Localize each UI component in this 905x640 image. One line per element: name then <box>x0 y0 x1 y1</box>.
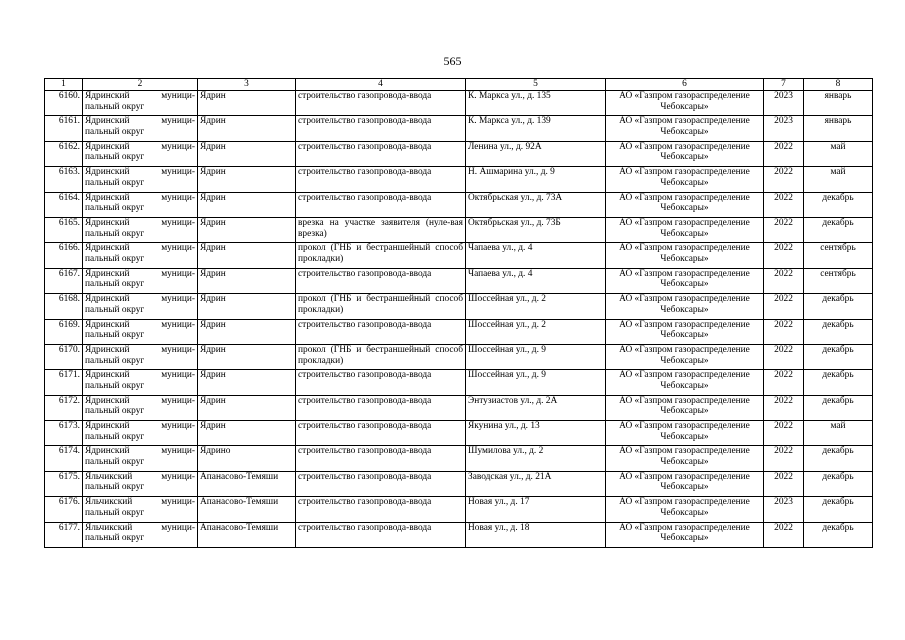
month-cell: декабрь <box>804 497 873 522</box>
organization-line-2: Чебоксары» <box>660 533 709 544</box>
organization-cell <box>606 446 764 471</box>
organization-line-1: АО «Газпром газораспределение <box>619 319 750 330</box>
district-word-rest: пальный округ <box>85 228 145 239</box>
locality-cell: Ядрин <box>198 167 296 192</box>
organization-cell <box>606 141 764 166</box>
organization-cell <box>606 319 764 344</box>
table-row <box>45 116 873 141</box>
address-cell: Шоссейная ул., д. 2 <box>466 294 606 319</box>
address-cell: Н. Ашмарина ул., д. 9 <box>466 167 606 192</box>
year-cell: 2022 <box>764 243 804 268</box>
address-cell: Октябрьская ул., д. 73А <box>466 192 606 217</box>
organization-cell <box>606 243 764 268</box>
district-cell <box>83 446 198 471</box>
organization-line-1: АО «Газпром газораспределение <box>619 421 750 432</box>
locality-cell: Ядрин <box>198 268 296 293</box>
organization-line-1: АО «Газпром газораспределение <box>619 446 750 457</box>
month-cell: декабрь <box>804 319 873 344</box>
work-type-cell: строительство газопровода-ввода <box>296 522 466 547</box>
organization-line-2: Чебоксары» <box>660 101 709 112</box>
column-header: 4 <box>296 79 466 91</box>
row-number: 6172. <box>45 395 83 420</box>
organization-cell <box>606 91 764 116</box>
work-type-cell: прокол (ГНБ и бестраншейный способ прокладки) <box>296 294 466 319</box>
organization-line-2: Чебоксары» <box>660 406 709 417</box>
locality-cell: Ядрин <box>198 395 296 420</box>
district-name: Ядринский <box>85 217 130 228</box>
table-row <box>45 446 873 471</box>
address-cell: Шоссейная ул., д. 2 <box>466 319 606 344</box>
address-cell: Якунина ул., д. 13 <box>466 421 606 446</box>
district-name: Ядринский <box>85 446 130 457</box>
year-cell: 2022 <box>764 344 804 369</box>
table-row <box>45 497 873 522</box>
district-word-part: муници- <box>161 471 195 482</box>
address-cell: Чапаева ул., д. 4 <box>466 243 606 268</box>
table-row <box>45 294 873 319</box>
organization-line-2: Чебоксары» <box>660 253 709 264</box>
district-name: Ядринский <box>85 91 130 101</box>
work-type-cell: врезка на участке заявителя (нуле-вая врезка) <box>296 217 466 242</box>
month-cell: декабрь <box>804 522 873 547</box>
month-cell: декабрь <box>804 217 873 242</box>
organization-line-1: АО «Газпром газораспределение <box>619 370 750 381</box>
address-cell: Шоссейная ул., д. 9 <box>466 370 606 395</box>
district-name: Ядринский <box>85 344 130 355</box>
table-row <box>45 192 873 217</box>
month-cell: май <box>804 421 873 446</box>
district-cell <box>83 167 198 192</box>
district-name: Яльчикский <box>85 471 133 482</box>
page-number: 565 <box>443 54 462 68</box>
organization-line-2: Чебоксары» <box>660 177 709 188</box>
year-cell: 2023 <box>764 497 804 522</box>
district-word-rest: пальный округ <box>85 507 145 518</box>
locality-cell: Ядрин <box>198 319 296 344</box>
table-row <box>45 141 873 166</box>
organization-line-1: АО «Газпром газораспределение <box>619 141 750 152</box>
organization-cell <box>606 294 764 319</box>
column-header: 6 <box>606 79 764 91</box>
organization-cell <box>606 217 764 242</box>
district-cell <box>83 370 198 395</box>
address-cell: К. Маркса ул., д. 139 <box>466 116 606 141</box>
district-word-rest: пальный округ <box>85 253 145 264</box>
organization-line-2: Чебоксары» <box>660 380 709 391</box>
address-cell: Энтузиастов ул., д. 2А <box>466 395 606 420</box>
district-word-rest: пальный округ <box>85 533 145 544</box>
table-row <box>45 395 873 420</box>
district-name: Ядринский <box>85 370 130 381</box>
address-cell: Новая ул., д. 18 <box>466 522 606 547</box>
district-cell <box>83 91 198 116</box>
month-cell: январь <box>804 116 873 141</box>
organization-cell <box>606 268 764 293</box>
district-name: Ядринский <box>85 192 130 203</box>
locality-cell: Ядрин <box>198 294 296 319</box>
locality-cell: Апанасово-Темяши <box>198 497 296 522</box>
locality-cell: Ядрин <box>198 116 296 141</box>
district-word-part: муници- <box>161 395 195 406</box>
year-cell: 2022 <box>764 421 804 446</box>
year-cell: 2022 <box>764 167 804 192</box>
table-row <box>45 421 873 446</box>
organization-line-1: АО «Газпром газораспределение <box>619 116 750 127</box>
district-cell <box>83 319 198 344</box>
organization-line-1: АО «Газпром газораспределение <box>619 471 750 482</box>
district-word-rest: пальный округ <box>85 126 145 137</box>
table-row <box>45 471 873 496</box>
organization-line-2: Чебоксары» <box>660 279 709 290</box>
address-cell: Заводская ул., д. 21А <box>466 471 606 496</box>
table-row <box>45 243 873 268</box>
row-number: 6176. <box>45 497 83 522</box>
district-name: Ядринский <box>85 421 130 432</box>
year-cell: 2022 <box>764 370 804 395</box>
row-number: 6162. <box>45 141 83 166</box>
organization-line-2: Чебоксары» <box>660 431 709 442</box>
district-cell <box>83 522 198 547</box>
locality-cell: Ядрин <box>198 421 296 446</box>
organization-line-2: Чебоксары» <box>660 330 709 341</box>
organization-line-2: Чебоксары» <box>660 355 709 366</box>
address-cell: Шумилова ул., д. 2 <box>466 446 606 471</box>
column-header: 3 <box>198 79 296 91</box>
organization-cell <box>606 395 764 420</box>
organization-line-1: АО «Газпром газораспределение <box>619 294 750 305</box>
district-word-rest: пальный округ <box>85 457 145 468</box>
district-word-part: муници- <box>161 294 195 305</box>
row-number: 6163. <box>45 167 83 192</box>
year-cell: 2022 <box>764 192 804 217</box>
district-word-part: муници- <box>161 167 195 178</box>
column-header: 1 <box>45 79 83 91</box>
column-number-row <box>45 79 873 91</box>
organization-line-2: Чебоксары» <box>660 228 709 239</box>
district-name: Ядринский <box>85 116 130 127</box>
work-type-cell: прокол (ГНБ и бестраншейный способ прокладки) <box>296 344 466 369</box>
organization-line-2: Чебоксары» <box>660 507 709 518</box>
district-word-part: муници- <box>161 268 195 279</box>
month-cell: май <box>804 141 873 166</box>
organization-cell <box>606 116 764 141</box>
address-cell: К. Маркса ул., д. 135 <box>466 91 606 116</box>
work-type-cell: строительство газопровода-ввода <box>296 395 466 420</box>
organization-line-1: АО «Газпром газораспределение <box>619 243 750 254</box>
locality-cell: Ядрин <box>198 141 296 166</box>
month-cell: декабрь <box>804 192 873 217</box>
address-cell: Октябрьская ул., д. 73Б <box>466 217 606 242</box>
row-number: 6173. <box>45 421 83 446</box>
table-row <box>45 319 873 344</box>
district-name: Ядринский <box>85 319 130 330</box>
month-cell: декабрь <box>804 395 873 420</box>
organization-line-1: АО «Газпром газораспределение <box>619 91 750 101</box>
district-cell <box>83 217 198 242</box>
district-word-part: муници- <box>161 522 195 533</box>
district-word-part: муници- <box>161 344 195 355</box>
organization-line-1: АО «Газпром газораспределение <box>619 344 750 355</box>
gas-connection-table <box>44 78 873 548</box>
table-row <box>45 370 873 395</box>
district-word-part: муници- <box>161 446 195 457</box>
district-word-part: муници- <box>161 141 195 152</box>
month-cell: декабрь <box>804 294 873 319</box>
locality-cell: Ядрин <box>198 344 296 369</box>
locality-cell: Ядрин <box>198 370 296 395</box>
district-word-rest: пальный округ <box>85 330 145 341</box>
work-type-cell: строительство газопровода-ввода <box>296 167 466 192</box>
address-cell: Новая ул., д. 17 <box>466 497 606 522</box>
organization-line-1: АО «Газпром газораспределение <box>619 217 750 228</box>
year-cell: 2022 <box>764 319 804 344</box>
organization-cell <box>606 192 764 217</box>
locality-cell: Ядрин <box>198 192 296 217</box>
row-number: 6165. <box>45 217 83 242</box>
work-type-cell: строительство газопровода-ввода <box>296 497 466 522</box>
district-cell <box>83 268 198 293</box>
table-row <box>45 522 873 547</box>
district-word-rest: пальный округ <box>85 380 145 391</box>
district-word-part: муници- <box>161 116 195 127</box>
work-type-cell: строительство газопровода-ввода <box>296 421 466 446</box>
district-name: Ядринский <box>85 294 130 305</box>
organization-line-1: АО «Газпром газораспределение <box>619 268 750 279</box>
work-type-cell: строительство газопровода-ввода <box>296 446 466 471</box>
organization-line-2: Чебоксары» <box>660 126 709 137</box>
district-word-rest: пальный округ <box>85 355 145 366</box>
year-cell: 2022 <box>764 268 804 293</box>
district-word-part: муници- <box>161 91 195 101</box>
organization-line-2: Чебоксары» <box>660 152 709 163</box>
locality-cell: Ядрино <box>198 446 296 471</box>
district-name: Ядринский <box>85 167 130 178</box>
row-number: 6167. <box>45 268 83 293</box>
district-cell <box>83 421 198 446</box>
table-row <box>45 344 873 369</box>
locality-cell: Ядрин <box>198 217 296 242</box>
district-cell <box>83 294 198 319</box>
district-name: Ядринский <box>85 268 130 279</box>
row-number: 6171. <box>45 370 83 395</box>
column-header: 7 <box>764 79 804 91</box>
locality-cell: Ядрин <box>198 243 296 268</box>
locality-cell: Ядрин <box>198 91 296 116</box>
district-name: Яльчикский <box>85 522 133 533</box>
work-type-cell: строительство газопровода-ввода <box>296 116 466 141</box>
address-cell: Чапаева ул., д. 4 <box>466 268 606 293</box>
year-cell: 2023 <box>764 116 804 141</box>
work-type-cell: строительство газопровода-ввода <box>296 141 466 166</box>
year-cell: 2022 <box>764 395 804 420</box>
table-row <box>45 217 873 242</box>
row-number: 6170. <box>45 344 83 369</box>
organization-line-1: АО «Газпром газораспределение <box>619 497 750 508</box>
locality-cell: Апанасово-Темяши <box>198 471 296 496</box>
work-type-cell: строительство газопровода-ввода <box>296 192 466 217</box>
year-cell: 2022 <box>764 446 804 471</box>
work-type-cell: строительство газопровода-ввода <box>296 471 466 496</box>
district-name: Яльчикский <box>85 497 133 508</box>
row-number: 6177. <box>45 522 83 547</box>
district-word-part: муници- <box>161 421 195 432</box>
district-word-part: муници- <box>161 192 195 203</box>
work-type-cell: строительство газопровода-ввода <box>296 319 466 344</box>
work-type-cell: строительство газопровода-ввода <box>296 91 466 116</box>
organization-line-2: Чебоксары» <box>660 304 709 315</box>
work-type-cell: строительство газопровода-ввода <box>296 268 466 293</box>
month-cell: январь <box>804 91 873 116</box>
district-cell <box>83 116 198 141</box>
table-row <box>45 167 873 192</box>
district-name: Ядринский <box>85 395 130 406</box>
month-cell: декабрь <box>804 471 873 496</box>
organization-cell <box>606 522 764 547</box>
organization-line-2: Чебоксары» <box>660 457 709 468</box>
district-cell <box>83 141 198 166</box>
work-type-cell: прокол (ГНБ и бестраншейный способ прокладки) <box>296 243 466 268</box>
organization-cell <box>606 421 764 446</box>
district-cell <box>83 243 198 268</box>
district-word-rest: пальный округ <box>85 101 145 112</box>
district-cell <box>83 395 198 420</box>
year-cell: 2022 <box>764 217 804 242</box>
column-header: 8 <box>804 79 873 91</box>
district-cell <box>83 344 198 369</box>
district-word-rest: пальный округ <box>85 406 145 417</box>
organization-cell <box>606 344 764 369</box>
table-row <box>45 91 873 116</box>
month-cell: декабрь <box>804 370 873 395</box>
organization-line-1: АО «Газпром газораспределение <box>619 395 750 406</box>
row-number: 6161. <box>45 116 83 141</box>
district-word-rest: пальный округ <box>85 304 145 315</box>
district-cell <box>83 471 198 496</box>
organization-line-1: АО «Газпром газораспределение <box>619 167 750 178</box>
district-word-part: муници- <box>161 497 195 508</box>
row-number: 6175. <box>45 471 83 496</box>
district-word-rest: пальный округ <box>85 203 145 214</box>
month-cell: май <box>804 167 873 192</box>
year-cell: 2022 <box>764 294 804 319</box>
organization-cell <box>606 497 764 522</box>
month-cell: сентябрь <box>804 268 873 293</box>
row-number: 6164. <box>45 192 83 217</box>
district-cell <box>83 497 198 522</box>
district-word-rest: пальный округ <box>85 152 145 163</box>
district-word-rest: пальный округ <box>85 279 145 290</box>
row-number: 6160. <box>45 91 83 116</box>
locality-cell: Апанасово-Темяши <box>198 522 296 547</box>
column-header: 2 <box>83 79 198 91</box>
row-number: 6168. <box>45 294 83 319</box>
organization-line-1: АО «Газпром газораспределение <box>619 522 750 533</box>
row-number: 6169. <box>45 319 83 344</box>
month-cell: декабрь <box>804 446 873 471</box>
year-cell: 2022 <box>764 522 804 547</box>
district-word-part: муници- <box>161 243 195 254</box>
organization-cell <box>606 471 764 496</box>
organization-cell <box>606 370 764 395</box>
district-word-rest: пальный округ <box>85 431 145 442</box>
work-type-cell: строительство газопровода-ввода <box>296 370 466 395</box>
district-name: Ядринский <box>85 141 130 152</box>
district-word-rest: пальный округ <box>85 177 145 188</box>
district-word-part: муници- <box>161 217 195 228</box>
year-cell: 2022 <box>764 141 804 166</box>
organization-line-2: Чебоксары» <box>660 482 709 493</box>
district-word-rest: пальный округ <box>85 482 145 493</box>
address-cell: Ленина ул., д. 92А <box>466 141 606 166</box>
row-number: 6166. <box>45 243 83 268</box>
column-header: 5 <box>466 79 606 91</box>
organization-line-2: Чебоксары» <box>660 203 709 214</box>
organization-line-1: АО «Газпром газораспределение <box>619 192 750 203</box>
year-cell: 2023 <box>764 91 804 116</box>
table-row <box>45 268 873 293</box>
organization-cell <box>606 167 764 192</box>
district-word-part: муници- <box>161 319 195 330</box>
district-name: Ядринский <box>85 243 130 254</box>
year-cell: 2022 <box>764 471 804 496</box>
month-cell: сентябрь <box>804 243 873 268</box>
row-number: 6174. <box>45 446 83 471</box>
month-cell: декабрь <box>804 344 873 369</box>
address-cell: Шоссейная ул., д. 9 <box>466 344 606 369</box>
district-word-part: муници- <box>161 370 195 381</box>
district-cell <box>83 192 198 217</box>
